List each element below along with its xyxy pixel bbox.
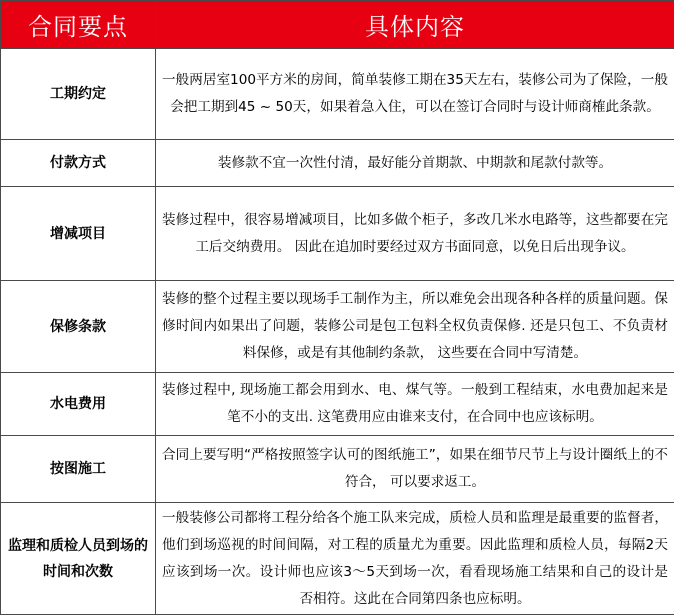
- row-value: 一般两居室100平方米的房间，简单装修工期在35天左右，装修公司为了保险，一般会把工期到45 ~ 50天，如果着急入住，可以在签订合同时与设计师商榷此条款。: [156, 49, 674, 140]
- table-row: [1, 503, 674, 615]
- row-value: 装修的整个过程主要以现场手工制作为主，所以难免会出现各种各样的质量问题。保修时间内如果出了问题，装修公司是包工包料全权负责保修. 还是只包工、不负责材料保修，或是有其他制约条款， 这些要在合同中写清楚。: [156, 281, 674, 373]
- header-details: 具体内容: [156, 1, 674, 49]
- table-row: [1, 140, 674, 187]
- row-key: 付款方式: [1, 140, 156, 187]
- row-key: 水电费用: [1, 373, 156, 436]
- row-key: 保修条款: [1, 281, 156, 373]
- row-key: 增减项目: [1, 187, 156, 281]
- row-value: 装修过程中, 现场施工都会用到水、电、煤气等。一般到工程结束，水电费加起来是笔不小的支出. 这笔费用应由谁来支付，在合同中也应该标明。: [156, 373, 674, 436]
- row-key: 工期约定: [1, 49, 156, 140]
- row-value: 装修款不宜一次性付清，最好能分首期款、中期款和尾款付款等。: [156, 140, 674, 187]
- row-value: 合同上要写明“严格按照签字认可的图纸施工”，如果在细节尺节上与设计圈纸上的不符合， 可以要求返工。: [156, 436, 674, 503]
- table-row: [1, 187, 674, 281]
- table-row: [1, 373, 674, 436]
- table-header-row: [1, 1, 674, 49]
- header-contract-points: 合同要点: [1, 1, 156, 49]
- row-key: 按图施工: [1, 436, 156, 503]
- row-value: 装修过程中，很容易增减项目，比如多做个柜子，多改几米水电路等，这些都要在完工后交纳费用。 因此在追加时要经过双方书面同意，以免日后出现争议。: [156, 187, 674, 281]
- table-row: [1, 436, 674, 503]
- row-key: 监理和质检人员到场的时间和次数: [1, 503, 156, 615]
- table-row: [1, 49, 674, 140]
- row-value: 一般装修公司都将工程分给各个施工队来完成，质检人员和监理是最重要的监督者，他们到场巡视的时间间隔，对工程的质量尤为重要。因此监理和质检人员，每隔2天应该到场一次。设计师也应该3～5天到场一次，看看现场施工结果和自己的设计是否相符。这此在合同第四条也应标明。: [156, 503, 674, 615]
- table-row: [1, 281, 674, 373]
